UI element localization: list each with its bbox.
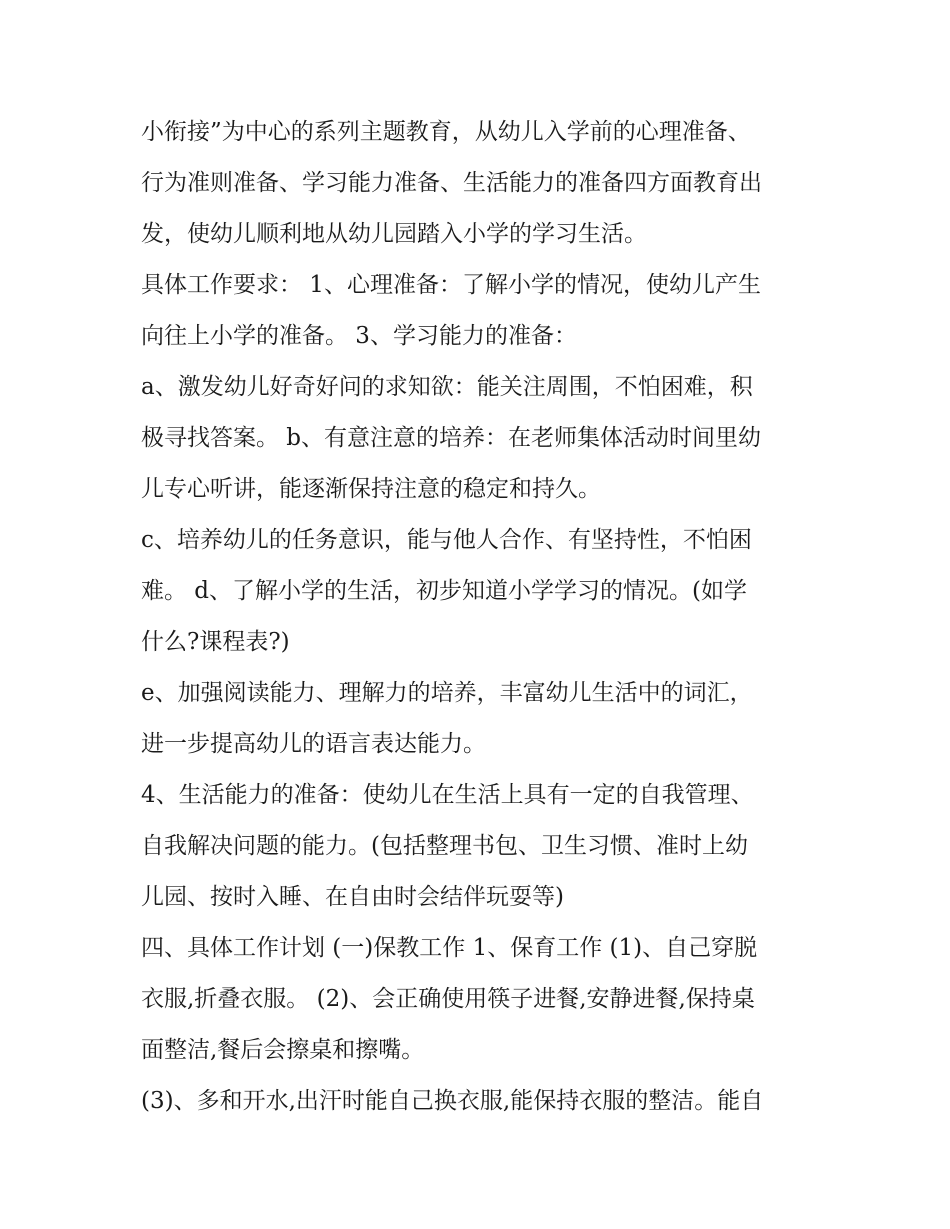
text-line: 儿园、按时入睡、在自由时会结伴玩耍等) xyxy=(141,884,564,910)
text-line: 4、生活能力的准备：使幼儿在生活上具有一定的自我管理、 xyxy=(141,782,754,808)
text-line: 极寻找答案。 b、有意注意的培养：在老师集体活动时间里幼 xyxy=(141,425,762,451)
text-line: 发，使幼儿顺利地从幼儿园踏入小学的学习生活。 xyxy=(141,221,647,247)
text-line: 自我解决问题的能力。(包括整理书包、卫生习惯、准时上幼 xyxy=(141,833,748,859)
text-line: 具体工作要求： 1、心理准备：了解小学的情况，使幼儿产生 xyxy=(141,272,761,298)
text-line: 四、具体工作计划 (一)保教工作 1、保育工作 (1)、自己穿脱 xyxy=(141,935,758,961)
text-line: 小衔接”为中心的系列主题教育，从幼儿入学前的心理准备、 xyxy=(141,119,751,145)
text-line: c、培养幼儿的任务意识，能与他人合作、有坚持性，不怕困 xyxy=(141,527,752,553)
text-line: 进一步提高幼儿的语言表达能力。 xyxy=(141,731,486,757)
text-line: 什么?课程表?) xyxy=(141,629,290,655)
text-line: e、加强阅读能力、理解力的培养，丰富幼儿生活中的词汇， xyxy=(141,680,753,706)
body-text xyxy=(141,107,811,1127)
text-line: 行为准则准备、学习能力准备、生活能力的准备四方面教育出 xyxy=(141,170,762,196)
text-line: (3)、多和开水,出汗时能自己换衣服,能保持衣服的整洁。能自 xyxy=(141,1088,764,1114)
text-line: 儿专心听讲，能逐渐保持注意的稳定和持久。 xyxy=(141,476,601,502)
text-line: 向往上小学的准备。 3、学习能力的准备： xyxy=(141,323,577,349)
text-line: 面整洁,餐后会擦桌和擦嘴。 xyxy=(141,1037,425,1063)
text-line: 衣服,折叠衣服。 (2)、会正确使用筷子进餐,安静进餐,保持桌 xyxy=(141,986,755,1012)
text-line: 难。 d、了解小学的生活，初步知道小学学习的情况。(如学 xyxy=(141,578,748,604)
text-line: a、激发幼儿好奇好问的求知欲：能关注周围，不怕困难，积 xyxy=(141,374,753,400)
